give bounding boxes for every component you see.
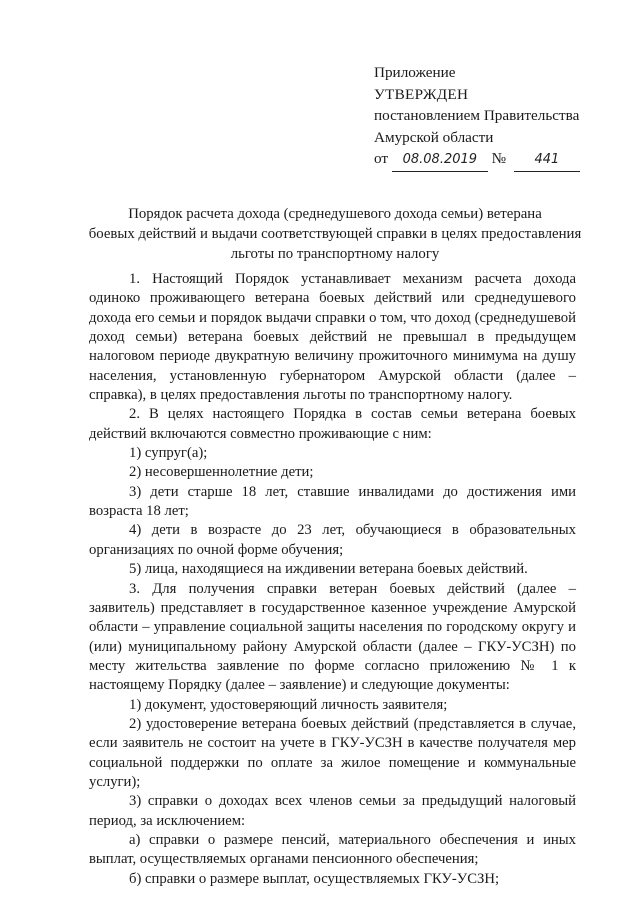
list-item: 2) удостоверение ветерана боевых действий (представляется в случае, если заявитель не состоит на учете в ГКУ-УСЗН в качестве получателя мер социальной поддержки по оплате за жилое помещение и коммунальные услуги);: [89, 715, 576, 790]
title-line: боевых действий и выдачи соответствующей справки в целях предоставления: [88, 226, 582, 242]
number-prefix: №: [491, 150, 507, 167]
list-item: 3) дети старше 18 лет, ставшие инвалидами до достижения ими возраста 18 лет;: [89, 483, 576, 520]
approval-block: [374, 62, 624, 172]
title-line: льготы по транспортному налогу: [230, 246, 440, 262]
date-number-line: [374, 148, 624, 172]
paragraph: 3. Для получения справки ветеран боевых действий (далее – заявитель) представляет в государственное казенное учреждение Амурской области – управление социальной защиты населения по городскому округу и (или) муниципальному району Амурской области (далее – ГКУ-УСЗН) по месту жительства заявление по форме согласно приложению № 1 к настоящему Порядку (далее – заявление) и следующие документы:: [89, 580, 576, 694]
list-item: б) справки о размере выплат, осуществляемых ГКУ-УСЗН;: [129, 870, 500, 887]
handwritten-number: 441: [514, 149, 580, 172]
list-item: 1) супруг(а);: [129, 445, 208, 462]
list-item: 1) документ, удостоверяющий личность заявителя;: [129, 696, 448, 713]
list-item: а) справки о размере пенсий, материального обеспечения и иных выплат, осуществляемых органами пенсионного обеспечения;: [89, 831, 576, 868]
approved-label: УТВЕРЖДЕН: [374, 85, 469, 103]
paragraph: 2. В целях настоящего Порядка в состав семьи ветерана боевых действий включаются совместно проживающие с ним:: [89, 406, 576, 442]
appendix-label: Приложение: [374, 64, 456, 81]
title-line: Порядок расчета дохода (среднедушевого дохода семьи) ветерана: [128, 206, 542, 222]
list-item: 5) лица, находящиеся на иждивении ветерана боевых действий.: [129, 561, 528, 578]
date-prefix: от: [374, 150, 389, 167]
list-item: 3) справки о доходах всех членов семьи за предыдущий налоговый период, за исключением:: [89, 793, 576, 829]
approved-by-line2: Амурской области: [374, 128, 494, 146]
document-body: [89, 270, 576, 889]
paragraph: 1. Настоящий Порядок устанавливает механизм расчета дохода одиноко проживающего ветерана боевых действий или среднедушевого дохода его семьи и порядок выдачи справки о том, что доход (среднедушевой доход семьи) ветерана боевых действий не превышал в предыдущем налоговом периоде двукратную величину прожиточного минимума на душу населения, установленную губернатором Амурской области (далее – справка), в целях предоставления льготы по транспортному налогу.: [89, 271, 576, 404]
approved-by-line1: постановлением Правительства: [374, 107, 580, 124]
list-item: 2) несовершеннолетние дети;: [129, 464, 314, 481]
handwritten-date: 08.08.2019: [392, 149, 488, 172]
list-item: 4) дети в возрасте до 23 лет, обучающиеся в образовательных организациях по очной форме обучения;: [89, 522, 576, 558]
document-title: [80, 204, 590, 264]
